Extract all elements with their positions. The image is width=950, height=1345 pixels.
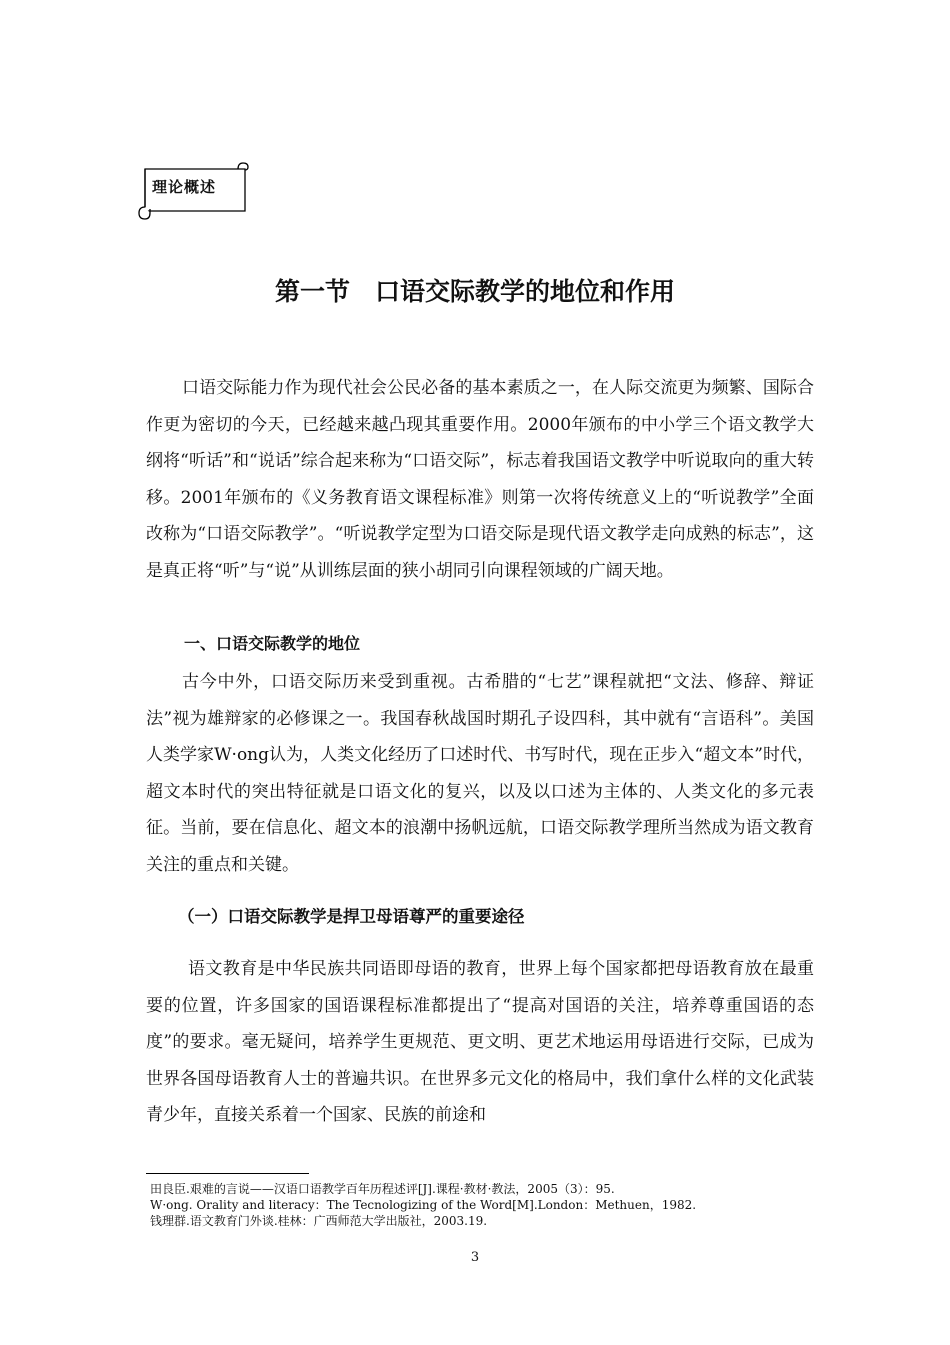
section-heading: 一、口语交际教学的地位 xyxy=(184,634,361,653)
footnote-2: W·ong. Orality and literacy：The Tecnologizing of the Word[M].London：Methuen，1982. xyxy=(150,1198,697,1212)
footnote-3: 钱理群.语文教育门外谈.桂林：广西师范大学出版社，2003.19. xyxy=(150,1214,488,1228)
paragraph-intro: 口语交际能力作为现代社会公民必备的基本素质之一，在人际交流更为频繁、国际合作更为密切的今天，已经越来越凸现其重要作用。2000年颁布的中小学三个语文教学大纲将“听话”和“说话”综合起来称为“口语交际”，标志着我国语文教学中听说取向的重大转移。2001年颁布的《义务教育语文课程标准》则第一次将传统意义上的“听说教学”全面改称为“口语交际教学”。“听说教学定型为口语交际是现代语文教学走向成熟的标志”，这是真正将“听”与“说”从训练层面的狭小胡同引向课程领域的广阔天地。 xyxy=(146,378,814,581)
page-title: 第一节 口语交际教学的地位和作用 xyxy=(274,277,675,306)
paragraph-history: 古今中外，口语交际历来受到重视。古希腊的“七艺”课程就把“文法、修辞、辩证法”视为雄辩家的必修课之一。我国春秋战国时期孔子设四科，其中就有“言语科”。美国人类学家W·ong认为，人类文化经历了口述时代、书写时代，现在正步入“超文本”时代，超文本时代的突出特征就是口语文化的复兴，以及以口述为主体的、人类文化的多元表征。当前，要在信息化、超文本的浪潮中扬帆远航，口语交际教学理所当然成为语文教育关注的重点和关键。 xyxy=(146,672,814,875)
footnote-divider xyxy=(146,1173,309,1174)
page-number: 3 xyxy=(470,1250,480,1265)
section-banner-label: 理论概述 xyxy=(152,178,217,196)
footnote-1: 田良臣.艰难的言说——汉语口语教学百年历程述评[J].课程·教材·教法，2005（3）：95. xyxy=(150,1182,615,1196)
subsection-heading: （一）口语交际教学是捍卫母语尊严的重要途径 xyxy=(178,907,525,926)
paragraph-mother-tongue: 语文教育是中华民族共同语即母语的教育，世界上每个国家都把母语教育放在最重要的位置，许多国家的国语课程标准都提出了“提高对国语的关注，培养尊重国语的态度”的要求。毫无疑问，培养学生更规范、更文明、更艺术地运用母语进行交际，已成为世界各国母语教育人士的普遍共识。在世界多元文化的格局中，我们拿什么样的文化武装青少年，直接关系着一个国家、民族的前途和 xyxy=(146,959,814,1125)
